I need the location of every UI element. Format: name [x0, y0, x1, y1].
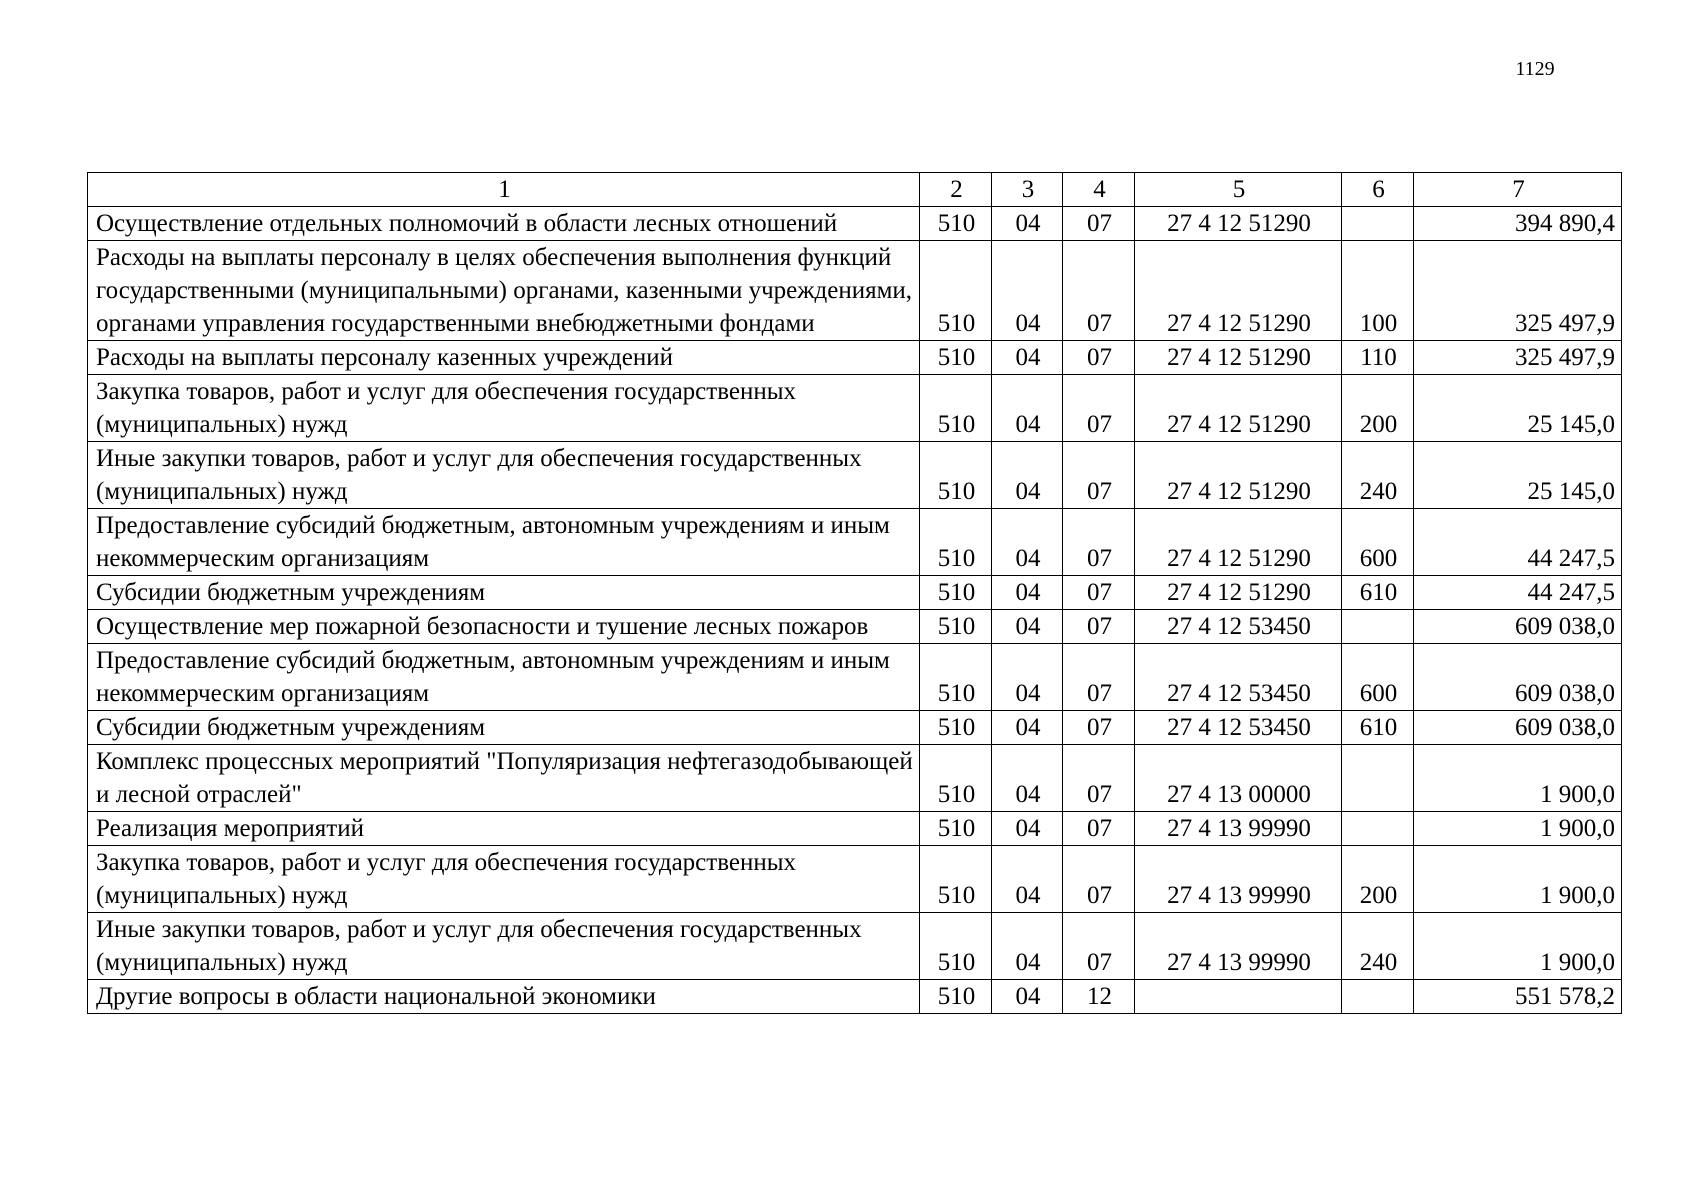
- amount-cell: 609 038,0: [1414, 711, 1622, 745]
- amount-cell: 1 900,0: [1414, 913, 1622, 980]
- ministry-code-cell: 510: [920, 442, 992, 509]
- target-article-cell: 27 4 12 53450: [1135, 610, 1342, 644]
- section-code-cell: 04: [992, 745, 1063, 812]
- expense-name-cell: Расходы на выплаты персоналу казенных учреждений: [88, 341, 920, 375]
- budget-table: [87, 172, 1622, 1014]
- expense-type-cell: [1342, 207, 1414, 241]
- ministry-code-cell: 510: [920, 207, 992, 241]
- subsection-code-cell: 07: [1063, 610, 1135, 644]
- table-row: [88, 610, 1622, 644]
- ministry-code-cell: 510: [920, 610, 992, 644]
- target-article-cell: 27 4 12 51290: [1135, 207, 1342, 241]
- target-article-cell: 27 4 13 99990: [1135, 846, 1342, 913]
- section-code-cell: 04: [992, 846, 1063, 913]
- section-code-cell: 04: [992, 576, 1063, 610]
- target-article-cell: 27 4 13 00000: [1135, 745, 1342, 812]
- ministry-code-cell: 510: [920, 812, 992, 846]
- table-row: [88, 241, 1622, 341]
- expense-name-cell: Предоставление субсидий бюджетным, автономным учреждениям и иным некоммерческим организациям: [88, 509, 920, 576]
- subsection-code-cell: 07: [1063, 812, 1135, 846]
- table-body: [88, 207, 1622, 1014]
- expense-name-cell: Осуществление мер пожарной безопасности и тушение лесных пожаров: [88, 610, 920, 644]
- subsection-code-cell: 07: [1063, 207, 1135, 241]
- expense-name-cell: Расходы на выплаты персоналу в целях обеспечения выполнения функций государственными (муниципальными) органами, казенными учреждениями, органами управления государственными внебюджетными фондами: [88, 241, 920, 341]
- header-col-2: 2: [920, 173, 992, 207]
- amount-cell: 1 900,0: [1414, 812, 1622, 846]
- table-row: [88, 341, 1622, 375]
- section-code-cell: 04: [992, 644, 1063, 711]
- expense-type-cell: [1342, 745, 1414, 812]
- expense-name-cell: Другие вопросы в области национальной экономики: [88, 980, 920, 1014]
- expense-type-cell: [1342, 812, 1414, 846]
- subsection-code-cell: 07: [1063, 913, 1135, 980]
- header-row: [88, 173, 1622, 207]
- target-article-cell: 27 4 13 99990: [1135, 913, 1342, 980]
- expense-type-cell: 110: [1342, 341, 1414, 375]
- header-col-5: 5: [1135, 173, 1342, 207]
- expense-type-cell: 200: [1342, 846, 1414, 913]
- ministry-code-cell: 510: [920, 341, 992, 375]
- section-code-cell: 04: [992, 913, 1063, 980]
- header-col-6: 6: [1342, 173, 1414, 207]
- section-code-cell: 04: [992, 341, 1063, 375]
- expense-type-cell: 100: [1342, 241, 1414, 341]
- expense-name-cell: Субсидии бюджетным учреждениям: [88, 711, 920, 745]
- expense-type-cell: 610: [1342, 711, 1414, 745]
- table-row: [88, 745, 1622, 812]
- section-code-cell: 04: [992, 812, 1063, 846]
- expense-name-cell: Комплекс процессных мероприятий "Популяризация нефтегазодобывающей и лесной отраслей": [88, 745, 920, 812]
- table-row: [88, 644, 1622, 711]
- ministry-code-cell: 510: [920, 241, 992, 341]
- table-row: [88, 711, 1622, 745]
- amount-cell: 609 038,0: [1414, 610, 1622, 644]
- table-row: [88, 913, 1622, 980]
- section-code-cell: 04: [992, 207, 1063, 241]
- subsection-code-cell: 12: [1063, 980, 1135, 1014]
- section-code-cell: 04: [992, 375, 1063, 442]
- section-code-cell: 04: [992, 442, 1063, 509]
- amount-cell: 394 890,4: [1414, 207, 1622, 241]
- expense-name-cell: Субсидии бюджетным учреждениям: [88, 576, 920, 610]
- page-number: 1129: [1515, 58, 1555, 80]
- target-article-cell: 27 4 12 51290: [1135, 442, 1342, 509]
- expense-type-cell: 240: [1342, 442, 1414, 509]
- subsection-code-cell: 07: [1063, 576, 1135, 610]
- section-code-cell: 04: [992, 509, 1063, 576]
- subsection-code-cell: 07: [1063, 711, 1135, 745]
- amount-cell: 1 900,0: [1414, 846, 1622, 913]
- ministry-code-cell: 510: [920, 745, 992, 812]
- section-code-cell: 04: [992, 610, 1063, 644]
- ministry-code-cell: 510: [920, 711, 992, 745]
- amount-cell: 25 145,0: [1414, 375, 1622, 442]
- target-article-cell: 27 4 12 51290: [1135, 509, 1342, 576]
- target-article-cell: 27 4 12 51290: [1135, 241, 1342, 341]
- table-row: [88, 980, 1622, 1014]
- header-col-4: 4: [1063, 173, 1135, 207]
- ministry-code-cell: 510: [920, 375, 992, 442]
- expense-type-cell: 240: [1342, 913, 1414, 980]
- section-code-cell: 04: [992, 980, 1063, 1014]
- target-article-cell: 27 4 12 51290: [1135, 375, 1342, 442]
- subsection-code-cell: 07: [1063, 644, 1135, 711]
- subsection-code-cell: 07: [1063, 442, 1135, 509]
- target-article-cell: 27 4 12 51290: [1135, 576, 1342, 610]
- amount-cell: 551 578,2: [1414, 980, 1622, 1014]
- ministry-code-cell: 510: [920, 980, 992, 1014]
- expense-name-cell: Иные закупки товаров, работ и услуг для обеспечения государственных (муниципальных) нужд: [88, 442, 920, 509]
- target-article-cell: 27 4 12 51290: [1135, 341, 1342, 375]
- subsection-code-cell: 07: [1063, 375, 1135, 442]
- header-col-3: 3: [992, 173, 1063, 207]
- expense-name-cell: Предоставление субсидий бюджетным, автономным учреждениям и иным некоммерческим организациям: [88, 644, 920, 711]
- ministry-code-cell: 510: [920, 644, 992, 711]
- amount-cell: 325 497,9: [1414, 241, 1622, 341]
- expense-type-cell: 600: [1342, 509, 1414, 576]
- amount-cell: 325 497,9: [1414, 341, 1622, 375]
- ministry-code-cell: 510: [920, 846, 992, 913]
- expense-name-cell: Закупка товаров, работ и услуг для обеспечения государственных (муниципальных) нужд: [88, 846, 920, 913]
- header-col-1: 1: [88, 173, 920, 207]
- amount-cell: 1 900,0: [1414, 745, 1622, 812]
- subsection-code-cell: 07: [1063, 745, 1135, 812]
- table-row: [88, 509, 1622, 576]
- ministry-code-cell: 510: [920, 576, 992, 610]
- expense-type-cell: [1342, 980, 1414, 1014]
- section-code-cell: 04: [992, 241, 1063, 341]
- expense-type-cell: 200: [1342, 375, 1414, 442]
- target-article-cell: 27 4 13 99990: [1135, 812, 1342, 846]
- subsection-code-cell: 07: [1063, 341, 1135, 375]
- expense-name-cell: Реализация мероприятий: [88, 812, 920, 846]
- ministry-code-cell: 510: [920, 913, 992, 980]
- table-row: [88, 442, 1622, 509]
- expense-name-cell: Осуществление отдельных полномочий в области лесных отношений: [88, 207, 920, 241]
- subsection-code-cell: 07: [1063, 509, 1135, 576]
- table-row: [88, 375, 1622, 442]
- amount-cell: 609 038,0: [1414, 644, 1622, 711]
- expense-name-cell: Закупка товаров, работ и услуг для обеспечения государственных (муниципальных) нужд: [88, 375, 920, 442]
- header-col-7: 7: [1414, 173, 1622, 207]
- expense-name-cell: Иные закупки товаров, работ и услуг для обеспечения государственных (муниципальных) нужд: [88, 913, 920, 980]
- amount-cell: 25 145,0: [1414, 442, 1622, 509]
- table-row: [88, 207, 1622, 241]
- ministry-code-cell: 510: [920, 509, 992, 576]
- expense-type-cell: 610: [1342, 576, 1414, 610]
- section-code-cell: 04: [992, 711, 1063, 745]
- target-article-cell: [1135, 980, 1342, 1014]
- subsection-code-cell: 07: [1063, 241, 1135, 341]
- target-article-cell: 27 4 12 53450: [1135, 711, 1342, 745]
- amount-cell: 44 247,5: [1414, 576, 1622, 610]
- table-row: [88, 846, 1622, 913]
- table-row: [88, 812, 1622, 846]
- subsection-code-cell: 07: [1063, 846, 1135, 913]
- expense-type-cell: [1342, 610, 1414, 644]
- amount-cell: 44 247,5: [1414, 509, 1622, 576]
- target-article-cell: 27 4 12 53450: [1135, 644, 1342, 711]
- expense-type-cell: 600: [1342, 644, 1414, 711]
- table-row: [88, 576, 1622, 610]
